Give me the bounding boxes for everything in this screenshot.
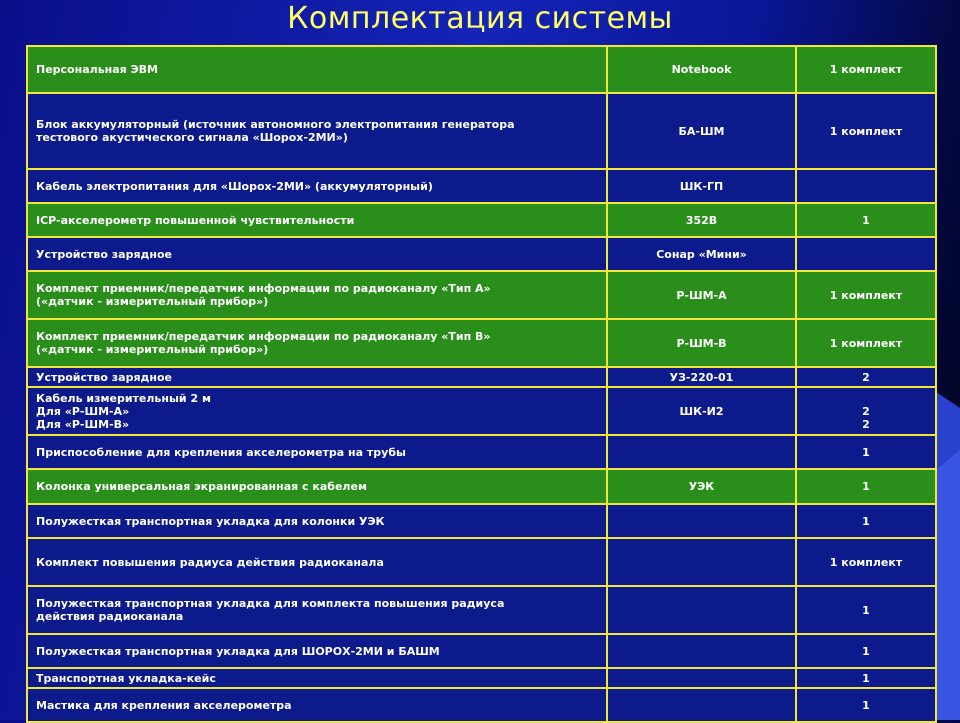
item-name-cell: ICP-акселерометр повышенной чувствительности xyxy=(27,203,607,237)
table-row xyxy=(27,538,936,586)
item-model-cell xyxy=(607,504,796,538)
table-row xyxy=(27,668,936,688)
item-qty-cell: 1 комплект xyxy=(796,46,936,93)
item-model-cell: ШК-И2 xyxy=(607,387,796,435)
table-row xyxy=(27,586,936,634)
table-row xyxy=(27,203,936,237)
item-qty-cell xyxy=(796,237,936,271)
item-name-cell: Колонка универсальная экранированная с кабелем xyxy=(27,469,607,504)
item-model-cell: Notebook xyxy=(607,46,796,93)
item-model-cell xyxy=(607,668,796,688)
table-row xyxy=(27,688,936,722)
table-row xyxy=(27,271,936,319)
item-name-cell: Блок аккумуляторный (источник автономного электропитания генератора тестового акустического сигнала «Шорох-2МИ») xyxy=(27,93,607,169)
item-qty-cell: 2 2 xyxy=(796,387,936,435)
item-model-cell xyxy=(607,538,796,586)
table-row xyxy=(27,93,936,169)
item-model-cell xyxy=(607,586,796,634)
table-row xyxy=(27,469,936,504)
table-row xyxy=(27,367,936,387)
item-qty-cell: 1 комплект xyxy=(796,271,936,319)
item-name-cell: Устройство зарядное xyxy=(27,367,607,387)
item-qty-cell: 1 комплект xyxy=(796,93,936,169)
table-row xyxy=(27,387,936,435)
item-qty-cell: 1 xyxy=(796,688,936,722)
item-qty-cell xyxy=(796,169,936,203)
item-qty-cell: 1 xyxy=(796,634,936,668)
item-qty-cell: 1 xyxy=(796,469,936,504)
item-model-cell: ШК-ГП xyxy=(607,169,796,203)
table-row xyxy=(27,435,936,469)
item-name-cell: Полужесткая транспортная укладка для колонки УЭК xyxy=(27,504,607,538)
item-name-cell: Полужесткая транспортная укладка для комплекта повышения радиуса действия радиоканала xyxy=(27,586,607,634)
table-row xyxy=(27,504,936,538)
item-model-cell: Р-ШМ-А xyxy=(607,271,796,319)
item-name-cell: Мастика для крепления акселерометра xyxy=(27,688,607,722)
item-model-cell: Сонар «Мини» xyxy=(607,237,796,271)
item-qty-cell: 2 xyxy=(796,367,936,387)
equipment-table xyxy=(26,45,937,723)
item-name-cell: Кабель измерительный 2 м Для «Р-ШМ-А» Для «Р-ШМ-В» xyxy=(27,387,607,435)
item-model-cell: БА-ШМ xyxy=(607,93,796,169)
item-model-cell: 352B xyxy=(607,203,796,237)
table-row xyxy=(27,319,936,367)
item-model-cell: УЗ-220-01 xyxy=(607,367,796,387)
item-name-cell: Комплект приемник/передатчик информации по радиоканалу «Тип А» («датчик - измерительный прибор») xyxy=(27,271,607,319)
item-name-cell: Кабель электропитания для «Шорох-2МИ» (аккумуляторный) xyxy=(27,169,607,203)
item-qty-cell: 1 xyxy=(796,435,936,469)
item-qty-cell: 1 комплект xyxy=(796,538,936,586)
item-name-cell: Комплект приемник/передатчик информации по радиоканалу «Тип В» («датчик - измерительный прибор») xyxy=(27,319,607,367)
item-name-cell: Транспортная укладка-кейс xyxy=(27,668,607,688)
item-qty-cell: 1 xyxy=(796,586,936,634)
table-row xyxy=(27,634,936,668)
item-model-cell xyxy=(607,435,796,469)
item-name-cell: Комплект повышения радиуса действия радиоканала xyxy=(27,538,607,586)
item-qty-cell: 1 xyxy=(796,203,936,237)
table-row xyxy=(27,46,936,93)
item-name-cell: Устройство зарядное xyxy=(27,237,607,271)
item-name-cell: Полужесткая транспортная укладка для ШОРОХ-2МИ и БАШМ xyxy=(27,634,607,668)
table-row xyxy=(27,169,936,203)
item-qty-cell: 1 xyxy=(796,504,936,538)
item-qty-cell: 1 xyxy=(796,668,936,688)
item-model-cell xyxy=(607,634,796,668)
item-name-cell: Персональная ЭВМ xyxy=(27,46,607,93)
item-model-cell: УЭК xyxy=(607,469,796,504)
table-row xyxy=(27,237,936,271)
item-model-cell xyxy=(607,688,796,722)
item-model-cell: Р-ШМ-В xyxy=(607,319,796,367)
item-name-cell: Приспособление для крепления акселерометра на трубы xyxy=(27,435,607,469)
item-qty-cell: 1 комплект xyxy=(796,319,936,367)
slide-title: Комплектация системы xyxy=(287,1,673,36)
